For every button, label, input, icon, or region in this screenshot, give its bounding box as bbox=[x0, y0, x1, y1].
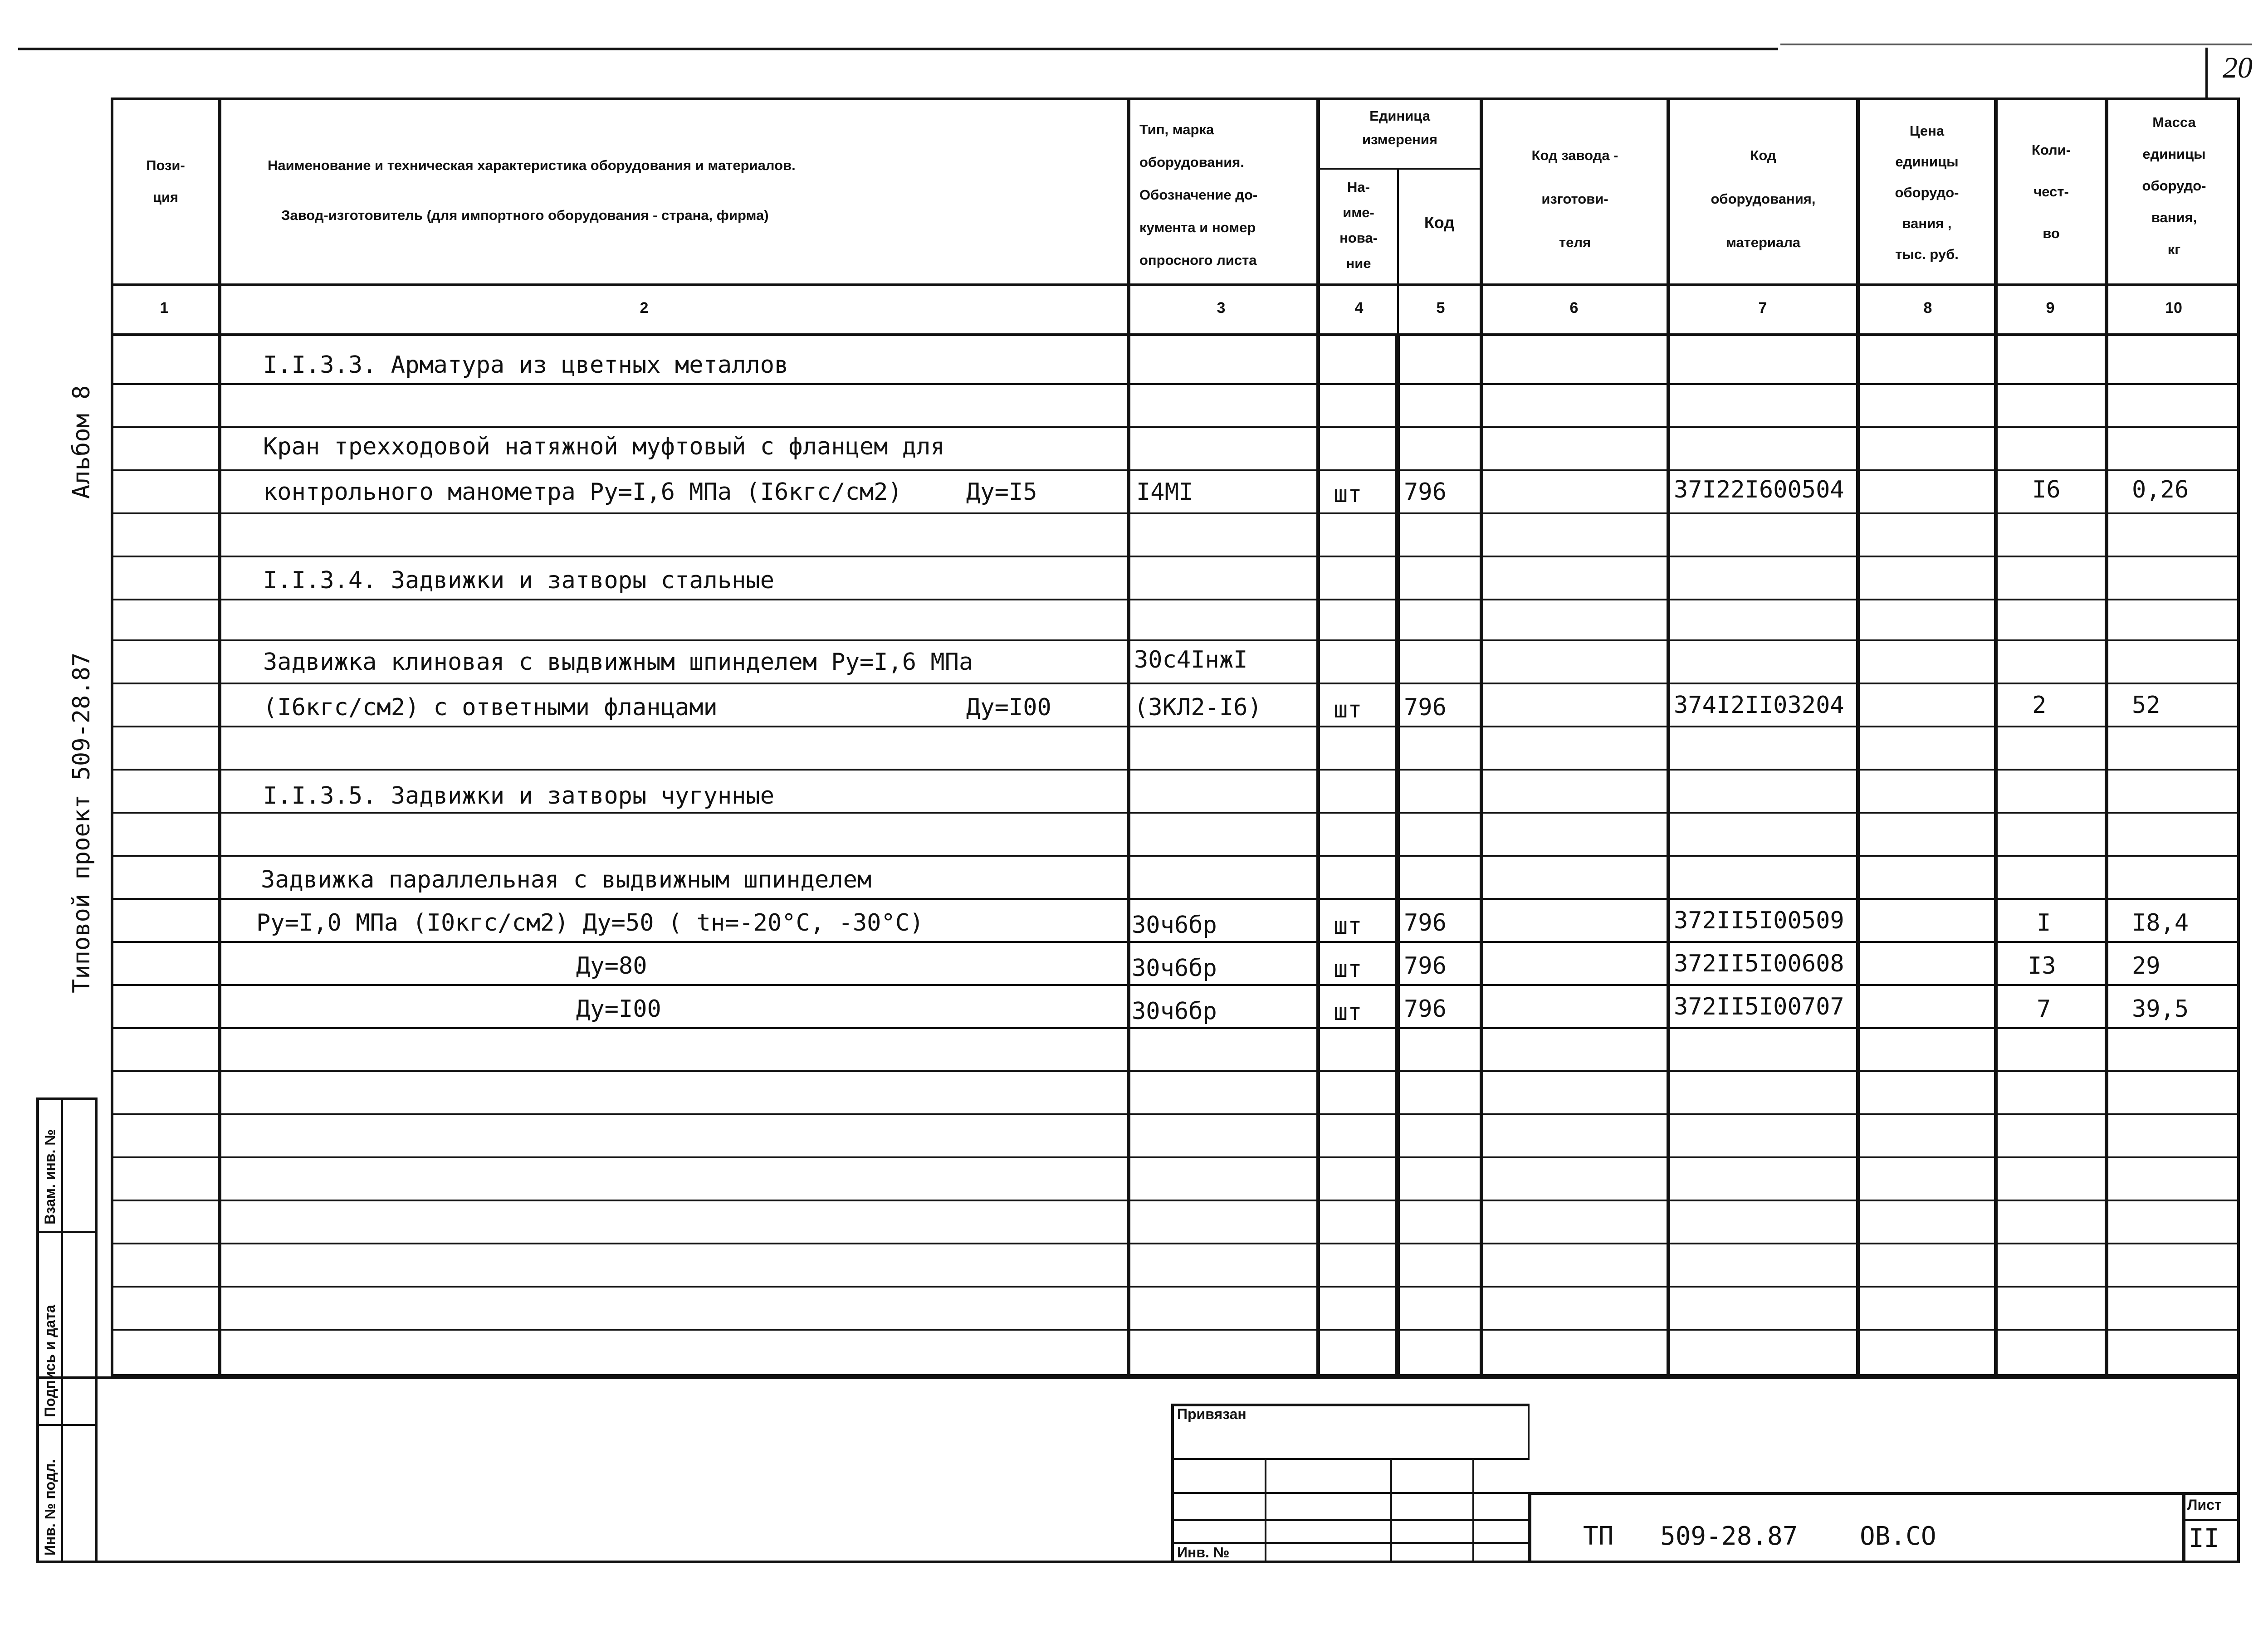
side-label-project: Типовой проект 509-28.87 bbox=[68, 652, 95, 993]
item-quantity: 2 bbox=[2032, 692, 2047, 719]
column-number-6: 6 bbox=[1569, 299, 1579, 317]
item-quantity: I3 bbox=[2028, 952, 2056, 980]
header-col9: Коли- чест- во bbox=[2031, 142, 2071, 241]
item-name: контрольного манометра Ру=I,6 МПа (I6кгс/см2) bbox=[263, 478, 902, 506]
privyazan-box bbox=[1171, 1404, 1530, 1563]
item-quantity: I6 bbox=[2032, 476, 2061, 503]
side-label-album: Альбом 8 bbox=[68, 385, 95, 499]
section-title: I.I.3.5. Задвижки и затворы чугунные bbox=[263, 782, 775, 810]
item-name: (I6кгс/см2) с ответными фланцами bbox=[263, 694, 718, 721]
item-name: Задвижка клиновая с выдвижным шпинделем Ру=I,6 МПа bbox=[263, 649, 973, 676]
item-mass: 0,26 bbox=[2132, 476, 2189, 503]
item-unit-code: 796 bbox=[1404, 995, 1447, 1023]
header-col3: Тип, марка оборудования. Обозначение до- кумента и номер опросного листа bbox=[1139, 122, 1258, 268]
item-mass: 52 bbox=[2132, 692, 2160, 719]
item-unit-code: 796 bbox=[1404, 952, 1447, 980]
item-material-code: 372II5I00608 bbox=[1674, 950, 1844, 977]
item-name: Кран трехходовой натяжной муфтовый с фланцем для bbox=[263, 433, 945, 460]
item-material-code: 372II5I00509 bbox=[1674, 907, 1844, 934]
header-col4: На- име- нова- ние bbox=[1339, 179, 1378, 271]
header-col1: Пози- ция bbox=[146, 157, 185, 205]
item-unit-code: 796 bbox=[1404, 694, 1447, 721]
sheet-label: Лист bbox=[2187, 1497, 2222, 1513]
header-col7: Код оборудования, материала bbox=[1711, 147, 1816, 250]
item-name: Ру=I,0 МПа (I0кгс/см2) Ду=50 ( tн=-20°С, -30°С) bbox=[256, 909, 924, 937]
column-number-8: 8 bbox=[1923, 299, 1932, 317]
header-unit-group: Единица измерения bbox=[1362, 108, 1437, 147]
item-material-code: 374I2II03204 bbox=[1674, 692, 1844, 719]
section-title: I.I.3.3. Арматура из цветных металлов bbox=[263, 351, 789, 379]
inv-number-label: Инв. № bbox=[1177, 1544, 1230, 1561]
doc-code-suffix: ОВ.СО bbox=[1860, 1522, 1936, 1551]
column-number-10: 10 bbox=[2165, 299, 2182, 317]
header-col5: Код bbox=[1424, 213, 1455, 232]
top-border-line-right bbox=[1780, 44, 2252, 45]
item-name: Задвижка параллельная с выдвижным шпинделем bbox=[261, 866, 872, 893]
corner-sheet-number: 20 bbox=[2223, 51, 2253, 84]
item-material-code: 37I22I600504 bbox=[1674, 476, 1844, 503]
column-number-3: 3 bbox=[1217, 299, 1226, 317]
spec-table-frame bbox=[111, 98, 2240, 1376]
section-title: I.I.3.4. Задвижки и затворы стальные bbox=[263, 567, 775, 594]
item-mass: I8,4 bbox=[2132, 909, 2189, 937]
item-quantity: I bbox=[2037, 909, 2051, 937]
header-col6: Код завода - изготови- теля bbox=[1531, 147, 1618, 250]
stamp-label-signature: Подпись и дата bbox=[42, 1305, 58, 1417]
stamp-label-vzam: Взам. инв. № bbox=[42, 1129, 58, 1224]
column-number-7: 7 bbox=[1758, 299, 1767, 317]
top-border-line bbox=[18, 48, 1778, 50]
item-type: I4MI bbox=[1136, 478, 1193, 506]
item-unit: шт bbox=[1334, 696, 1362, 723]
doc-code-prefix: ТП bbox=[1583, 1522, 1614, 1551]
column-number-2: 2 bbox=[640, 299, 649, 317]
item-du: Ду=I00 bbox=[576, 995, 661, 1023]
item-unit: шт bbox=[1334, 956, 1362, 983]
item-type: 30с4IнжI bbox=[1134, 646, 1248, 673]
column-number-1: 1 bbox=[160, 299, 169, 317]
item-quantity: 7 bbox=[2037, 995, 2051, 1023]
header-col8: Цена единицы оборудо- вания , тыс. руб. bbox=[1895, 123, 1959, 262]
item-unit-code: 796 bbox=[1404, 909, 1447, 937]
item-type: 30ч6бр bbox=[1132, 955, 1217, 982]
sheet-number: II bbox=[2189, 1524, 2219, 1553]
item-du: Ду=I5 bbox=[966, 478, 1037, 506]
item-unit: шт bbox=[1334, 481, 1362, 508]
item-mass: 39,5 bbox=[2132, 995, 2189, 1023]
item-material-code: 372II5I00707 bbox=[1674, 993, 1844, 1020]
item-du: Ду=I00 bbox=[966, 694, 1051, 721]
item-type: 30ч6бр bbox=[1132, 998, 1217, 1025]
item-type: 30ч6бр bbox=[1132, 912, 1217, 939]
column-number-4: 4 bbox=[1354, 299, 1364, 317]
header-col2: Наименование и техническая характеристика оборудования и материалов. Завод-изготовитель (для импортного оборудования - страна, фирма) bbox=[268, 157, 796, 223]
privyazan-label: Привязан bbox=[1177, 1406, 1246, 1422]
column-number-9: 9 bbox=[2046, 299, 2055, 317]
item-unit: шт bbox=[1334, 999, 1362, 1026]
item-unit-code: 796 bbox=[1404, 478, 1447, 506]
item-mass: 29 bbox=[2132, 952, 2160, 980]
doc-code-number: 509-28.87 bbox=[1660, 1522, 1798, 1551]
item-du: Ду=80 bbox=[576, 952, 647, 980]
item-unit: шт bbox=[1334, 912, 1362, 940]
item-type: (ЗКЛ2-I6) bbox=[1134, 694, 1262, 721]
column-number-5: 5 bbox=[1436, 299, 1445, 317]
header-col10: Масса единицы оборудо- вания, кг bbox=[2142, 114, 2206, 257]
stamp-label-inv: Инв. № подл. bbox=[42, 1459, 58, 1556]
